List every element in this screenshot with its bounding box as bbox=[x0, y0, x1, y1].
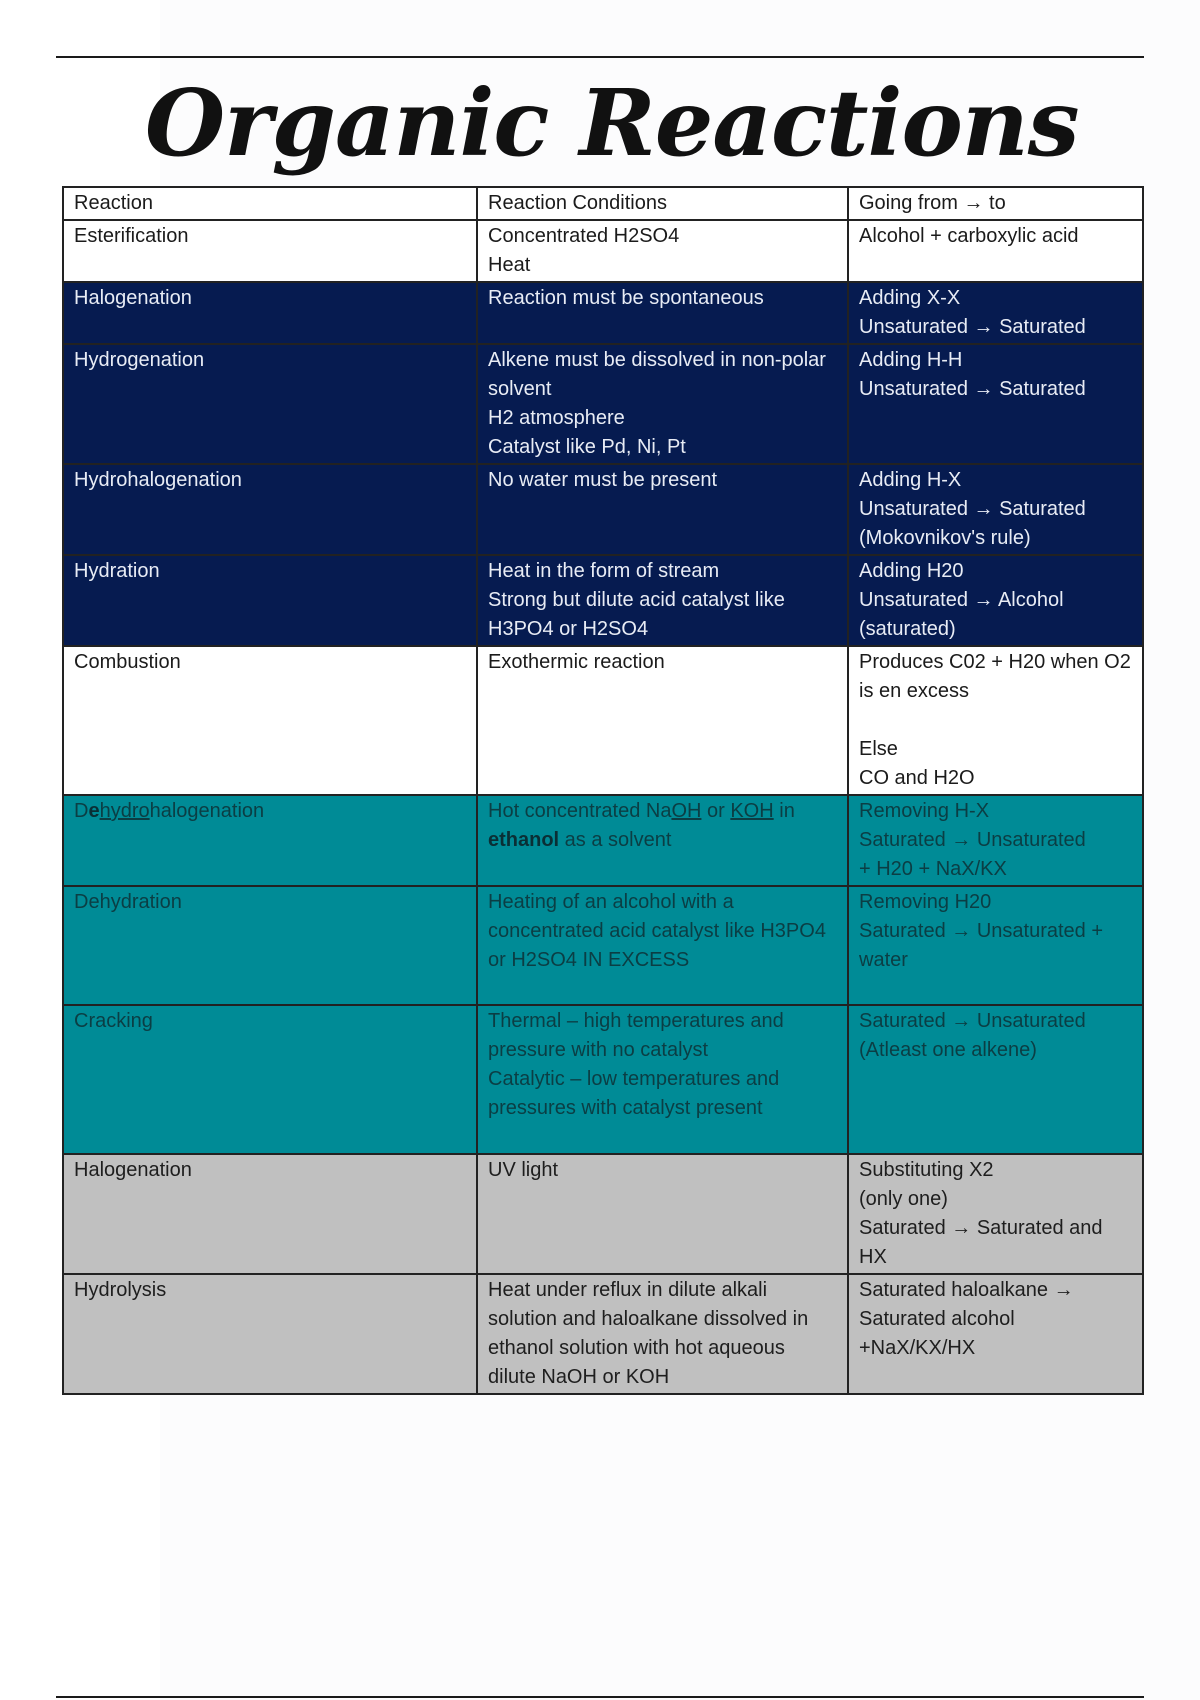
table-row bbox=[63, 344, 1143, 464]
reaction-cell: Hydrogenation bbox=[63, 344, 477, 464]
table-row bbox=[63, 1154, 1143, 1274]
going-cell: Alcohol + carboxylic acid bbox=[848, 220, 1143, 282]
table-row bbox=[63, 464, 1143, 555]
conditions-cell: Thermal – high temperatures and pressure with no catalyst Catalytic – low temperatures and pressures with catalyst present bbox=[477, 1005, 848, 1154]
going-cell: Adding X-X Unsaturated → Saturated bbox=[848, 282, 1143, 344]
conditions-part-underlined: KOH bbox=[730, 800, 774, 822]
going-cell: Adding H-H Unsaturated → Saturated bbox=[848, 344, 1143, 464]
reaction-part: halogenation bbox=[149, 800, 265, 822]
conditions-cell: Alkene must be dissolved in non-polar solvent H2 atmosphere Catalyst like Pd, Ni, Pt bbox=[477, 344, 848, 464]
conditions-part: or bbox=[701, 800, 731, 822]
reaction-cell: Hydration bbox=[63, 555, 477, 646]
table-row bbox=[63, 1005, 1143, 1154]
table-row bbox=[63, 220, 1143, 282]
table-header-row bbox=[63, 187, 1143, 220]
conditions-cell: Heat in the form of stream Strong but dilute acid catalyst like H3PO4 or H2SO4 bbox=[477, 555, 848, 646]
reaction-cell: Hydrohalogenation bbox=[63, 464, 477, 555]
going-cell: Produces C02 + H20 when O2 is en excess Else CO and H2O bbox=[848, 646, 1143, 795]
header-conditions: Reaction Conditions bbox=[477, 187, 848, 220]
going-cell: Saturated → Unsaturated (Atleast one alkene) bbox=[848, 1005, 1143, 1154]
table-row bbox=[63, 795, 1143, 886]
header-going: Going from → to bbox=[848, 187, 1143, 220]
table-row bbox=[63, 886, 1143, 1005]
going-cell: Removing H-X Saturated → Unsaturated + H20 + NaX/KX bbox=[848, 795, 1143, 886]
reaction-part-bold: e bbox=[88, 800, 100, 822]
reaction-cell: Dehydration bbox=[63, 886, 477, 1005]
table-row bbox=[63, 1274, 1143, 1394]
reaction-part-underlined: hydro bbox=[99, 800, 150, 822]
table-row bbox=[63, 282, 1143, 344]
going-cell: Substituting X2 (only one) Saturated → Saturated and HX bbox=[848, 1154, 1143, 1274]
conditions-part-underlined: OH bbox=[671, 800, 702, 822]
conditions-cell: Heat under reflux in dilute alkali solution and haloalkane dissolved in ethanol solution with hot aqueous dilute NaOH or KOH bbox=[477, 1274, 848, 1394]
reactions-table bbox=[62, 186, 1144, 1395]
reaction-cell: Combustion bbox=[63, 646, 477, 795]
going-cell: Removing H20 Saturated → Unsaturated + water bbox=[848, 886, 1143, 1005]
conditions-cell bbox=[477, 795, 848, 886]
header-reaction: Reaction bbox=[63, 187, 477, 220]
reaction-cell: Cracking bbox=[63, 1005, 477, 1154]
reaction-cell: Hydrolysis bbox=[63, 1274, 477, 1394]
reaction-cell: Halogenation bbox=[63, 1154, 477, 1274]
conditions-part: Hot concentrated Na bbox=[488, 800, 672, 822]
reaction-part: D bbox=[74, 800, 89, 822]
bottom-rule bbox=[56, 1696, 1144, 1698]
reaction-cell: Esterification bbox=[63, 220, 477, 282]
conditions-cell: UV light bbox=[477, 1154, 848, 1274]
conditions-cell: No water must be present bbox=[477, 464, 848, 555]
conditions-part-bold: ethanol bbox=[488, 829, 560, 851]
conditions-cell: Reaction must be spontaneous bbox=[477, 282, 848, 344]
reaction-cell: Halogenation bbox=[63, 282, 477, 344]
conditions-part: as a solvent bbox=[559, 829, 672, 851]
reaction-cell bbox=[63, 795, 477, 886]
top-rule bbox=[56, 56, 1144, 58]
table-row bbox=[63, 646, 1143, 795]
conditions-part: in bbox=[773, 800, 795, 822]
conditions-cell: Concentrated H2SO4 Heat bbox=[477, 220, 848, 282]
conditions-cell: Heating of an alcohol with a concentrated acid catalyst like H3PO4 or H2SO4 IN EXCESS bbox=[477, 886, 848, 1005]
conditions-cell: Exothermic reaction bbox=[477, 646, 848, 795]
going-cell: Adding H-X Unsaturated → Saturated (Mokovnikov's rule) bbox=[848, 464, 1143, 555]
going-cell: Saturated haloalkane → Saturated alcohol +NaX/KX/HX bbox=[848, 1274, 1143, 1394]
table-row bbox=[63, 555, 1143, 646]
going-cell: Adding H20 Unsaturated → Alcohol (saturated) bbox=[848, 555, 1143, 646]
page-title: Organic Reactions bbox=[145, 69, 1079, 177]
